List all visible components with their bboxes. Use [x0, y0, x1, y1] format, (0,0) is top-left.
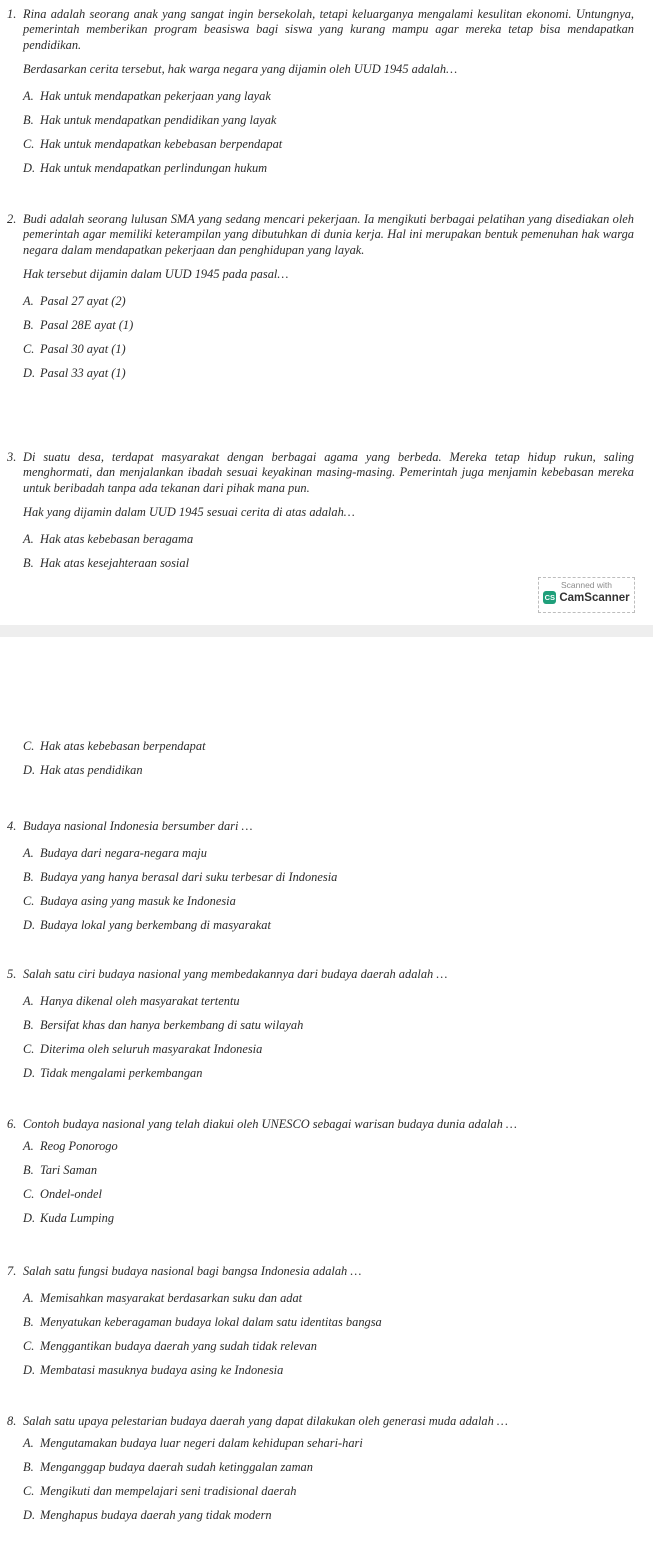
question-8: [0, 1414, 653, 1527]
options-list: [0, 289, 653, 385]
option-b: B. Hak atas kesejahteraan sosial: [23, 555, 190, 570]
option-b: B. Budaya yang hanya berasal dari suku terbesar di Indonesia: [23, 869, 338, 884]
option-c: C. Hak atas kebebasan berpendapat: [23, 739, 206, 754]
option-b: B. Menganggap budaya daerah sudah ketinggalan zaman: [23, 1459, 313, 1474]
question-3-continued: [0, 735, 653, 783]
option-c: C. Pasal 30 ayat (1): [23, 341, 126, 356]
question-text: Budi adalah seorang lulusan SMA yang sedang mencari pekerjaan. Ia mengikuti berbagai pelatihan yang disediakan oleh pemerintah agar memiliki keterampilan yang dibutuhkan di dunia kerja. Hal ini merupakan bentuk pemenuhan hak warga negara dalam mendapatkan pekerjaan dan penghidupan yang layak.: [23, 212, 634, 257]
question-6: [0, 1117, 653, 1230]
question-text: Di suatu desa, terdapat masyarakat dengan berbagai agama yang berbeda. Mereka tetap hidup rukun, saling menghormati, dan menjalankan ibadah sesuai keyakinan masing-masing. Pemerintah juga menjamin kebebasan mereka untuk beribadah tanpa ada tekanan dari pihak mana pun.: [23, 450, 634, 495]
options-list: [0, 735, 653, 783]
option-a: A. Hak atas kebebasan beragama: [23, 531, 194, 546]
option-c: C. Diterima oleh seluruh masyarakat Indonesia: [23, 1041, 263, 1056]
option-c: C. Menggantikan budaya daerah yang sudah tidak relevan: [23, 1338, 317, 1353]
question-text: Salah satu fungsi budaya nasional bagi bangsa Indonesia adalah …: [23, 1264, 362, 1278]
camscanner-logo-icon: CS: [544, 593, 556, 602]
question-number: 3.: [7, 450, 17, 464]
question-text: Salah satu upaya pelestarian budaya daerah yang dapat dilakukan oleh generasi muda adalah …: [23, 1414, 508, 1428]
option-d: D. Tidak mengalami perkembangan: [23, 1065, 203, 1080]
option-b: B. Bersifat khas dan hanya berkembang di satu wilayah: [23, 1017, 304, 1032]
option-a: A. Pasal 27 ayat (2): [23, 293, 126, 308]
option-d: D. Kuda Lumping: [23, 1210, 115, 1225]
option-c: C. Budaya asing yang masuk ke Indonesia: [23, 893, 236, 908]
scanned-page-1: [0, 0, 653, 625]
question-1: [0, 7, 653, 180]
option-d: D. Pasal 33 ayat (1): [23, 365, 126, 380]
option-a: A. Hanya dikenal oleh masyarakat tertentu: [23, 993, 240, 1008]
option-b: B. Pasal 28E ayat (1): [23, 317, 134, 332]
question-number: 8.: [7, 1414, 17, 1428]
question-2: [0, 212, 653, 385]
question-number: 7.: [7, 1264, 17, 1278]
question-3: [0, 450, 653, 575]
option-d: D. Menghapus budaya daerah yang tidak modern: [23, 1507, 272, 1522]
options-list: [0, 1134, 653, 1230]
option-c: C. Hak untuk mendapatkan kebebasan berpendapat: [23, 136, 283, 151]
option-a: A. Mengutamakan budaya luar negeri dalam kehidupan sehari-hari: [23, 1435, 363, 1450]
option-b: B. Tari Saman: [23, 1162, 98, 1177]
question-4: [0, 819, 653, 937]
question-prompt: Hak yang dijamin dalam UUD 1945 sesuai cerita di atas adalah…: [23, 504, 355, 519]
question-5: [0, 967, 653, 1085]
option-b: B. Menyatukan keberagaman budaya lokal dalam satu identitas bangsa: [23, 1314, 382, 1329]
question-number: 2.: [7, 212, 17, 226]
options-list: [0, 989, 653, 1085]
option-d: D. Membatasi masuknya budaya asing ke Indonesia: [23, 1362, 284, 1377]
watermark-caption: Scanned with: [560, 580, 613, 590]
option-d: D. Hak atas pendidikan: [23, 763, 143, 778]
option-d: D. Hak untuk mendapatkan perlindungan hukum: [23, 160, 268, 175]
question-prompt: Berdasarkan cerita tersebut, hak warga negara yang dijamin oleh UUD 1945 adalah…: [23, 61, 458, 76]
options-list: [0, 1431, 653, 1527]
question-text: Budaya nasional Indonesia bersumber dari …: [23, 819, 253, 833]
option-a: A. Budaya dari negara-negara maju: [23, 845, 207, 860]
option-c: C. Mengikuti dan mempelajari seni tradisional daerah: [23, 1483, 297, 1498]
question-number: 6.: [7, 1117, 17, 1131]
scanned-page-2: [0, 637, 653, 1544]
question-prompt: Hak tersebut dijamin dalam UUD 1945 pada pasal…: [23, 266, 289, 281]
question-number: 5.: [7, 967, 17, 981]
option-b: B. Hak untuk mendapatkan pendidikan yang layak: [23, 112, 277, 127]
options-list: [0, 1286, 653, 1382]
question-text: Rina adalah seorang anak yang sangat ingin bersekolah, tetapi keluarganya mengalami kesulitan ekonomi. Untungnya, pemerintah memberikan program beasiswa bagi siswa yang kurang mampu agar mereka tetap bisa mendapatkan pendidikan.: [23, 7, 634, 52]
question-number: 1.: [7, 7, 17, 21]
watermark-brand: CamScanner: [559, 591, 630, 604]
option-a: A. Hak untuk mendapatkan pekerjaan yang layak: [23, 88, 271, 103]
option-c: C. Ondel-ondel: [23, 1186, 102, 1201]
option-a: A. Reog Ponorogo: [23, 1138, 118, 1153]
page-separator: [0, 625, 653, 637]
options-list: [0, 84, 653, 180]
question-number: 4.: [7, 819, 17, 833]
question-text: Contoh budaya nasional yang telah diakui oleh UNESCO sebagai warisan budaya dunia adalah …: [23, 1117, 517, 1131]
options-list: [0, 841, 653, 937]
option-a: A. Memisahkan masyarakat berdasarkan suku dan adat: [23, 1290, 303, 1305]
option-d: D. Budaya lokal yang berkembang di masyarakat: [23, 917, 271, 932]
question-text: Salah satu ciri budaya nasional yang membedakannya dari budaya daerah adalah …: [23, 967, 448, 981]
options-list: [0, 527, 653, 575]
question-7: [0, 1264, 653, 1382]
camscanner-watermark: [538, 577, 635, 613]
